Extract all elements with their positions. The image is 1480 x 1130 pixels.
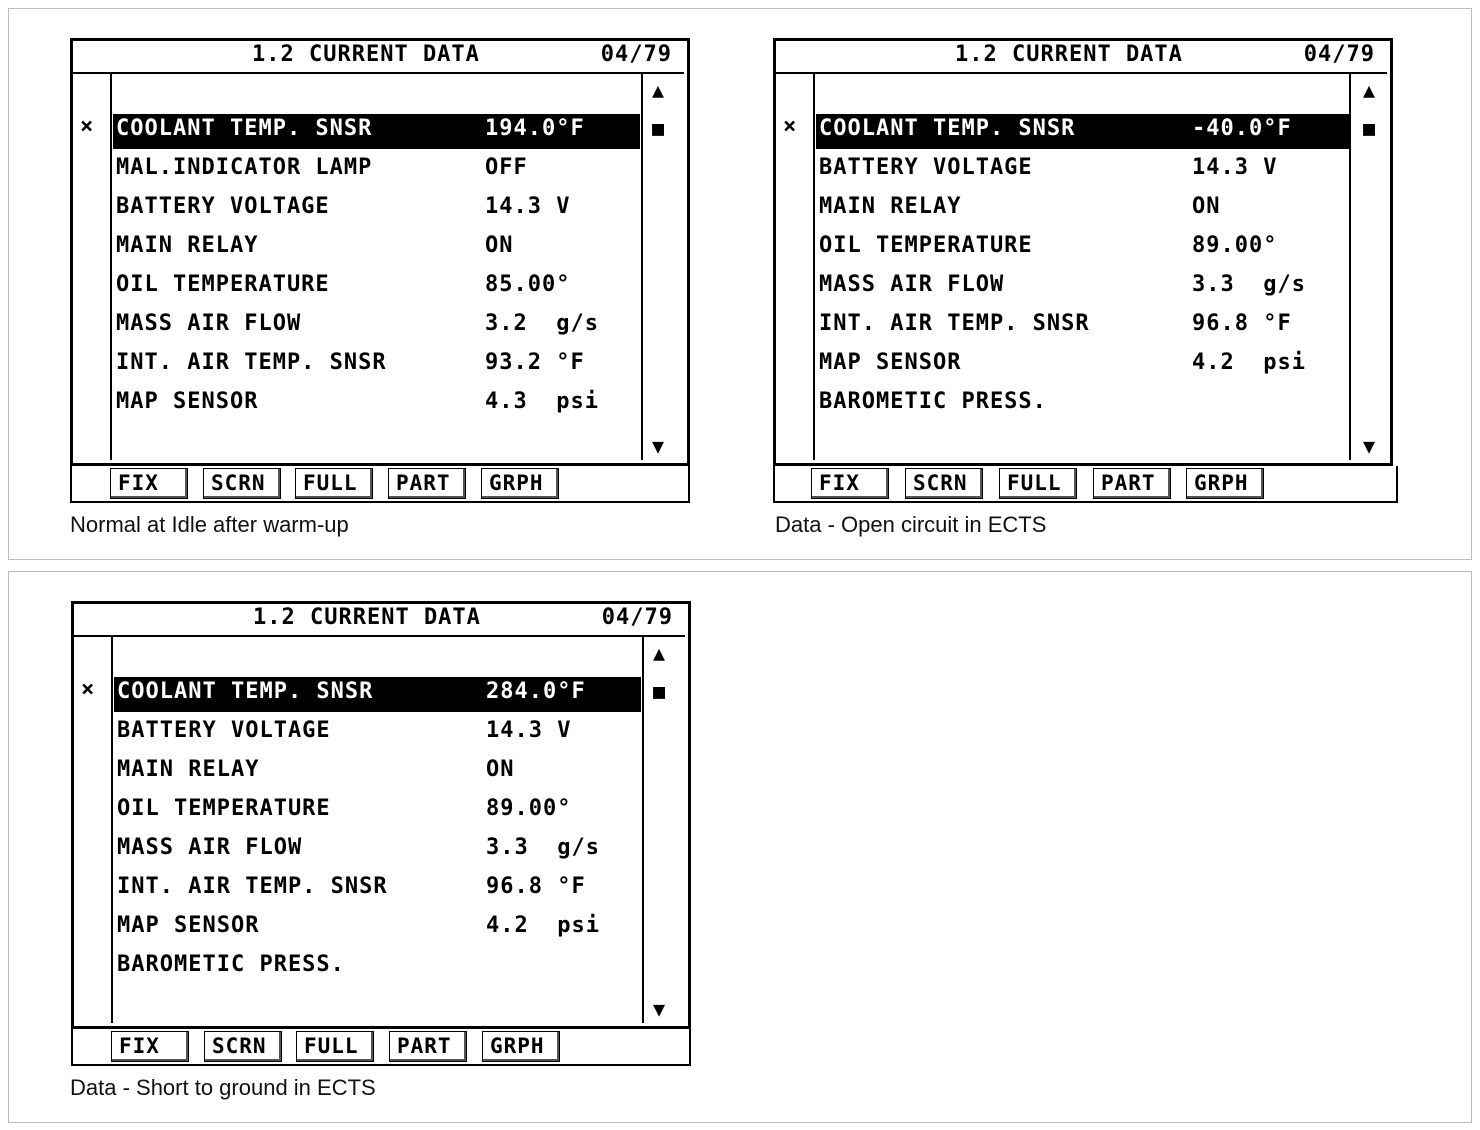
screen-title-bar [70,38,684,74]
param-value: 14.3 V [485,194,571,219]
right-divider [642,635,644,1023]
param-name: MASS AIR FLOW [819,272,1005,297]
data-row[interactable] [113,387,640,426]
scrn-button[interactable]: SCRN [204,1031,282,1062]
grph-button[interactable]: GRPH [1186,468,1264,499]
param-value: 3.2 g/s [485,311,599,336]
left-divider [111,635,113,1023]
param-name: INT. AIR TEMP. SNSR [117,874,388,899]
param-name: MAP SENSOR [116,389,259,414]
left-divider [110,72,112,460]
grph-button[interactable]: GRPH [481,468,559,499]
param-name: MAL.INDICATOR LAMP [116,155,373,180]
param-name: MAP SENSOR [819,350,962,375]
data-row[interactable] [114,911,641,950]
part-button[interactable]: PART [388,468,466,499]
param-name: BATTERY VOLTAGE [116,194,330,219]
screen-title-bar [773,38,1387,74]
screen-title-bar [71,601,685,637]
screen-caption: Data - Open circuit in ECTS [775,512,1047,537]
right-divider [641,72,643,460]
part-button[interactable]: PART [1093,468,1171,499]
scroll-thumb[interactable]: ■ [653,679,666,703]
data-row[interactable] [816,231,1349,270]
param-value: 96.8 °F [1192,311,1292,336]
scroll-up-arrow-icon[interactable]: ▲ [653,641,666,665]
param-value: 4.2 psi [1192,350,1306,375]
scroll-down-arrow-icon[interactable]: ▼ [652,434,665,458]
param-value: 14.3 V [486,718,572,743]
full-button[interactable]: FULL [296,1031,374,1062]
fix-marker-icon: × [783,114,797,139]
data-list [114,677,641,989]
param-value: 85.00° [485,272,571,297]
data-row-selected[interactable] [816,114,1349,149]
param-name: MASS AIR FLOW [116,311,302,336]
scroll-up-arrow-icon[interactable]: ▲ [1363,78,1376,102]
screen-caption: Normal at Idle after warm-up [70,512,349,537]
data-row[interactable] [113,153,640,192]
param-value: -40.0°F [1192,116,1292,141]
full-button[interactable]: FULL [295,468,373,499]
param-name: BAROMETIC PRESS. [819,389,1047,414]
data-row-selected[interactable] [114,677,641,712]
data-row[interactable] [113,231,640,270]
param-value: 284.0°F [486,679,586,704]
data-list [816,114,1349,426]
screen-title: 1.2 CURRENT DATA [252,42,480,67]
data-row[interactable] [114,950,641,989]
param-value: 4.2 psi [486,913,600,938]
param-name: MAIN RELAY [116,233,259,258]
data-row[interactable] [113,192,640,231]
data-list [113,114,640,426]
param-name: MAP SENSOR [117,913,260,938]
param-value: 14.3 V [1192,155,1278,180]
data-row[interactable] [114,755,641,794]
function-key-bar [71,1029,691,1066]
param-name: BAROMETIC PRESS. [117,952,345,977]
scroll-thumb[interactable]: ■ [1363,116,1376,140]
data-row[interactable] [114,872,641,911]
left-divider [813,72,815,460]
page-counter: 04/79 [601,605,673,630]
data-row[interactable] [816,348,1349,387]
data-row[interactable] [113,309,640,348]
scan-screen-short-to-ground [71,601,691,1066]
data-row[interactable] [114,833,641,872]
data-row[interactable] [816,153,1349,192]
data-row[interactable] [113,270,640,309]
param-value: 4.3 psi [485,389,599,414]
fix-button[interactable]: FIX [110,468,188,499]
page-counter: 04/79 [1303,42,1375,67]
fix-button[interactable]: FIX [111,1031,189,1062]
param-value: 3.3 g/s [1192,272,1306,297]
param-value: 89.00° [486,796,572,821]
page-counter: 04/79 [600,42,672,67]
data-row[interactable] [816,387,1349,426]
fix-button[interactable]: FIX [811,468,889,499]
param-name: MAIN RELAY [819,194,962,219]
param-value: 194.0°F [485,116,585,141]
part-button[interactable]: PART [389,1031,467,1062]
function-key-bar [70,466,690,503]
param-name: COOLANT TEMP. SNSR [116,116,373,141]
param-value: ON [1192,194,1221,219]
param-name: OIL TEMPERATURE [117,796,331,821]
full-button[interactable]: FULL [999,468,1077,499]
param-name: BATTERY VOLTAGE [819,155,1033,180]
scroll-up-arrow-icon[interactable]: ▲ [652,78,665,102]
scroll-thumb[interactable]: ■ [652,116,665,140]
right-divider [1349,72,1351,460]
fix-marker-icon: × [81,677,95,702]
param-name: INT. AIR TEMP. SNSR [116,350,387,375]
function-key-bar [773,466,1398,503]
fix-marker-icon: × [80,114,94,139]
data-row[interactable] [114,794,641,833]
grph-button[interactable]: GRPH [482,1031,560,1062]
param-value: OFF [485,155,528,180]
scan-screen-normal [70,38,690,503]
scrn-button[interactable]: SCRN [203,468,281,499]
param-name: OIL TEMPERATURE [819,233,1033,258]
param-value: 89.00° [1192,233,1278,258]
param-value: ON [486,757,515,782]
data-row[interactable] [816,309,1349,348]
data-row[interactable] [816,192,1349,231]
scroll-down-arrow-icon[interactable]: ▼ [653,997,666,1021]
param-value: 96.8 °F [486,874,586,899]
scrn-button[interactable]: SCRN [905,468,983,499]
param-value: 93.2 °F [485,350,585,375]
param-name: COOLANT TEMP. SNSR [117,679,374,704]
screen-caption: Data - Short to ground in ECTS [70,1075,376,1100]
param-name: MAIN RELAY [117,757,260,782]
screen-title: 1.2 CURRENT DATA [955,42,1183,67]
param-value: 3.3 g/s [486,835,600,860]
scan-screen-open-circuit [773,38,1393,503]
param-name: INT. AIR TEMP. SNSR [819,311,1090,336]
data-row-selected[interactable] [113,114,640,149]
data-row[interactable] [816,270,1349,309]
screen-title: 1.2 CURRENT DATA [253,605,481,630]
param-name: MASS AIR FLOW [117,835,303,860]
param-value: ON [485,233,514,258]
param-name: BATTERY VOLTAGE [117,718,331,743]
data-row[interactable] [113,348,640,387]
data-row[interactable] [114,716,641,755]
scroll-down-arrow-icon[interactable]: ▼ [1363,434,1376,458]
param-name: COOLANT TEMP. SNSR [819,116,1076,141]
param-name: OIL TEMPERATURE [116,272,330,297]
